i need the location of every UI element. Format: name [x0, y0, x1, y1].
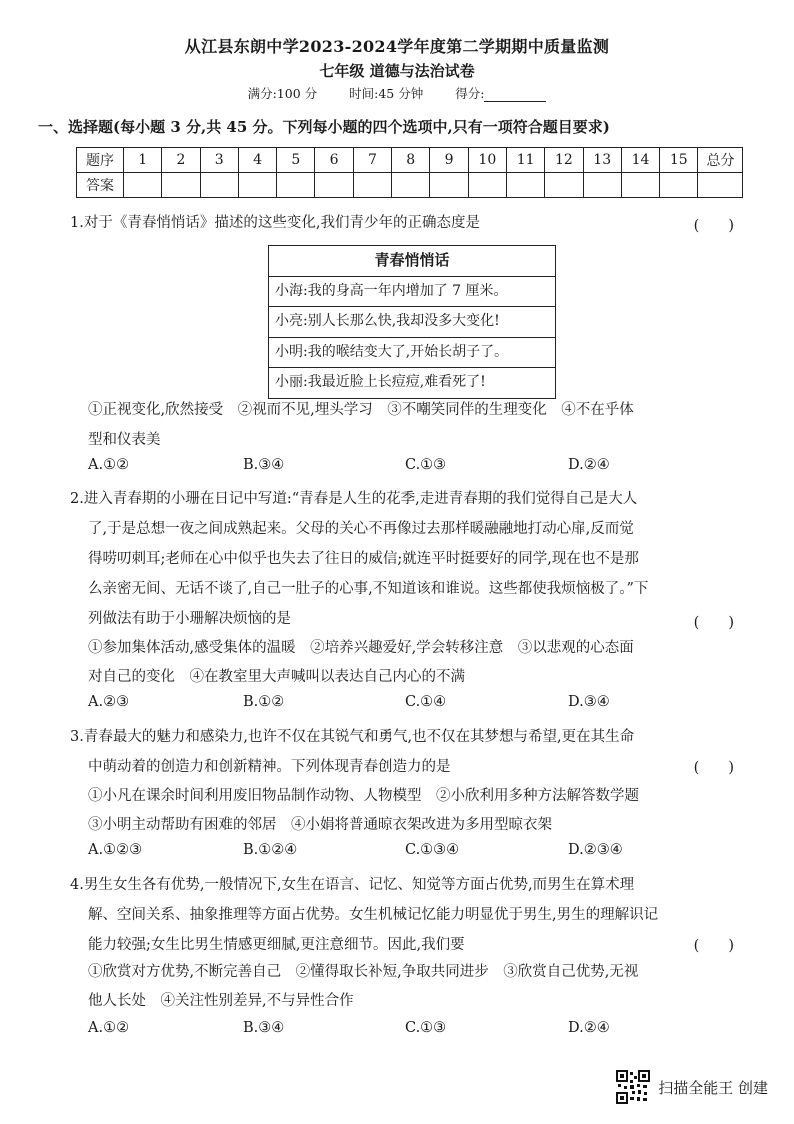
scanner-watermark: [616, 1070, 768, 1104]
exam-meta: [0, 84, 794, 102]
q1-quote-box: [268, 245, 556, 399]
q2-stem-line: 得唠叨刺耳;老师在心中似乎也失去了往日的威信;就连平时挺要好的同学,现在也不是那: [88, 551, 639, 567]
q4-stem-line: 4.男生女生各有优势,一般情况下,女生在语言、记忆、知觉等方面占优势,而男生在算术理: [70, 877, 635, 893]
question-number: 6: [315, 148, 353, 173]
q1-option-b[interactable]: B.③④: [243, 457, 285, 473]
exam-title: 从江县东朗中学2023-2024学年度第二学期期中质量监测: [184, 37, 610, 56]
question-number: 5: [277, 148, 315, 173]
q2-answer-paren[interactable]: ( ): [693, 615, 734, 631]
q1-option-d[interactable]: D.②④: [568, 457, 610, 473]
qr-code-icon: [616, 1070, 650, 1104]
q3-answer-paren[interactable]: ( ): [693, 760, 734, 776]
answer-row-label: 答案: [77, 173, 124, 198]
question-number: 8: [392, 148, 430, 173]
q4-option-a[interactable]: A.①②: [88, 1020, 130, 1036]
q3-option-c[interactable]: C.①③④: [405, 842, 460, 858]
q4-option-b[interactable]: B.③④: [243, 1020, 285, 1036]
answer-cell[interactable]: [621, 173, 659, 198]
q1-items-line1: ①正视变化,欣然接受 ②视而不见,埋头学习 ③不嘲笑同伴的生理变化 ④不在乎体: [88, 402, 634, 418]
q1-option-a[interactable]: A.①②: [88, 457, 130, 473]
answer-table-answer-row: [77, 173, 743, 198]
q1-answer-paren[interactable]: ( ): [693, 218, 734, 234]
question-number: 15: [660, 148, 698, 173]
q1-items-line2: 型和仪表美: [88, 432, 161, 448]
q3-items-line1: ①小凡在课余时间利用废旧物品制作动物、人物模型 ②小欣利用多种方法解答数学题: [88, 788, 639, 804]
scanner-label: 扫描全能王 创建: [658, 1078, 768, 1097]
q1-box-line: 小海:我的身高一年内增加了 7 厘米。: [269, 276, 555, 307]
answer-table-label: 题序: [77, 148, 124, 173]
q2-stem-line: 了,于是总想一夜之间成熟起来。父母的关心不再像过去那样暖融融地打动心扉,反而觉: [88, 521, 634, 537]
q1-box-title: 青春悄悄话: [374, 251, 450, 269]
q4-option-c[interactable]: C.①③: [405, 1020, 447, 1036]
q1-box-line: 小明:我的喉结变大了,开始长胡子了。: [269, 337, 555, 368]
question-number: 10: [468, 148, 506, 173]
q4-option-d[interactable]: D.②④: [568, 1020, 610, 1036]
exam-subtitle: 七年级 道德与法治试卷: [319, 62, 475, 80]
q1-option-c[interactable]: C.①③: [405, 457, 447, 473]
q3-option-b[interactable]: B.①②④: [243, 842, 298, 858]
q2-option-d[interactable]: D.③④: [568, 694, 610, 710]
q3-option-a[interactable]: A.①②③: [88, 842, 143, 858]
q4-stem-line: 能力较强;女生比男生情感更细腻,更注意细节。因此,我们要: [88, 937, 465, 953]
q3-stem-line: 3.青春最大的魅力和感染力,也许不仅在其锐气和勇气,也不仅在其梦想与希望,更在其生命: [70, 729, 635, 745]
question-number: 4: [238, 148, 276, 173]
q4-stem-line: 解、空间关系、抽象推理等方面占优势。女生机械记忆能力明显优于男生,男生的理解识记: [88, 907, 659, 923]
time-limit: 时间:45 分钟: [349, 86, 424, 101]
answer-cell[interactable]: [124, 173, 162, 198]
q1-box-line: 小丽:我最近脸上长痘痘,难看死了!: [269, 367, 555, 398]
answer-cell[interactable]: [660, 173, 698, 198]
answer-table: [76, 147, 743, 198]
question-number: 2: [162, 148, 200, 173]
q2-option-b[interactable]: B.①②: [243, 694, 285, 710]
q3-items-line2: ③小明主动帮助有困难的邻居 ④小娟将普通晾衣架改进为多用型晾衣架: [88, 817, 552, 833]
q4-items-line1: ①欣赏对方优势,不断完善自己 ②懂得取长补短,争取共同进步 ③欣赏自己优势,无视: [88, 964, 639, 980]
score-label: 得分:: [455, 86, 485, 101]
answer-cell[interactable]: [200, 173, 238, 198]
answer-cell[interactable]: [430, 173, 468, 198]
answer-cell[interactable]: [162, 173, 200, 198]
question-number: 14: [621, 148, 659, 173]
q2-stem: [70, 484, 740, 634]
q2-stem-line: 列做法有助于小珊解决烦恼的是: [88, 611, 291, 627]
q2-stem-line: 么亲密无间、无话不谈了,自己一肚子的心事,不知道该和谁说。这些都使我烦恼极了。”下: [88, 581, 649, 597]
total-label: 总分: [698, 148, 743, 173]
q1-stem: 1.对于《青春悄悄话》描述的这些变化,我们青少年的正确态度是: [70, 215, 480, 231]
q3-option-d[interactable]: D.②③④: [568, 842, 623, 858]
q4-items-line2: 他人长处 ④关注性别差异,不与异性合作: [88, 993, 354, 1009]
q3-stem: [70, 722, 740, 782]
question-number: 1: [124, 148, 162, 173]
q4-stem: [70, 870, 740, 960]
question-number: 3: [200, 148, 238, 173]
answer-cell[interactable]: [353, 173, 391, 198]
q2-stem-line: 2.进入青春期的小珊在日记中写道:“青春是人生的花季,走进青春期的我们觉得自己是大人: [70, 491, 638, 507]
q2-option-c[interactable]: C.①④: [405, 694, 447, 710]
q1-box-line: 小亮:别人长那么快,我却没多大变化!: [269, 306, 555, 337]
question-number: 11: [506, 148, 544, 173]
question-number: 9: [430, 148, 468, 173]
answer-cell[interactable]: [583, 173, 621, 198]
section-title: 一、选择题(每小题 3 分,共 45 分。下列每小题的四个选项中,只有一项符合题目要求): [38, 118, 610, 136]
answer-cell[interactable]: [468, 173, 506, 198]
q3-stem-line: 中萌动着的创造力和创新精神。下列体现青春创造力的是: [88, 759, 451, 775]
total-score-cell[interactable]: [698, 173, 743, 198]
q2-option-a[interactable]: A.②③: [88, 694, 130, 710]
question-number: 12: [545, 148, 583, 173]
score-blank[interactable]: [484, 89, 546, 102]
answer-table-header-row: [77, 148, 743, 173]
q4-answer-paren[interactable]: ( ): [693, 938, 734, 954]
question-number: 13: [583, 148, 621, 173]
q2-items-line1: ①参加集体活动,感受集体的温暖 ②培养兴趣爱好,学会转移注意 ③以悲观的心态面: [88, 640, 634, 656]
full-score: 满分:100 分: [247, 86, 318, 101]
answer-cell[interactable]: [277, 173, 315, 198]
answer-cell[interactable]: [392, 173, 430, 198]
score-field: [455, 86, 546, 101]
answer-cell[interactable]: [315, 173, 353, 198]
answer-cell[interactable]: [238, 173, 276, 198]
question-number: 7: [353, 148, 391, 173]
answer-cell[interactable]: [506, 173, 544, 198]
answer-cell[interactable]: [545, 173, 583, 198]
q2-items-line2: 对自己的变化 ④在教室里大声喊叫以表达自己内心的不满: [88, 669, 465, 685]
